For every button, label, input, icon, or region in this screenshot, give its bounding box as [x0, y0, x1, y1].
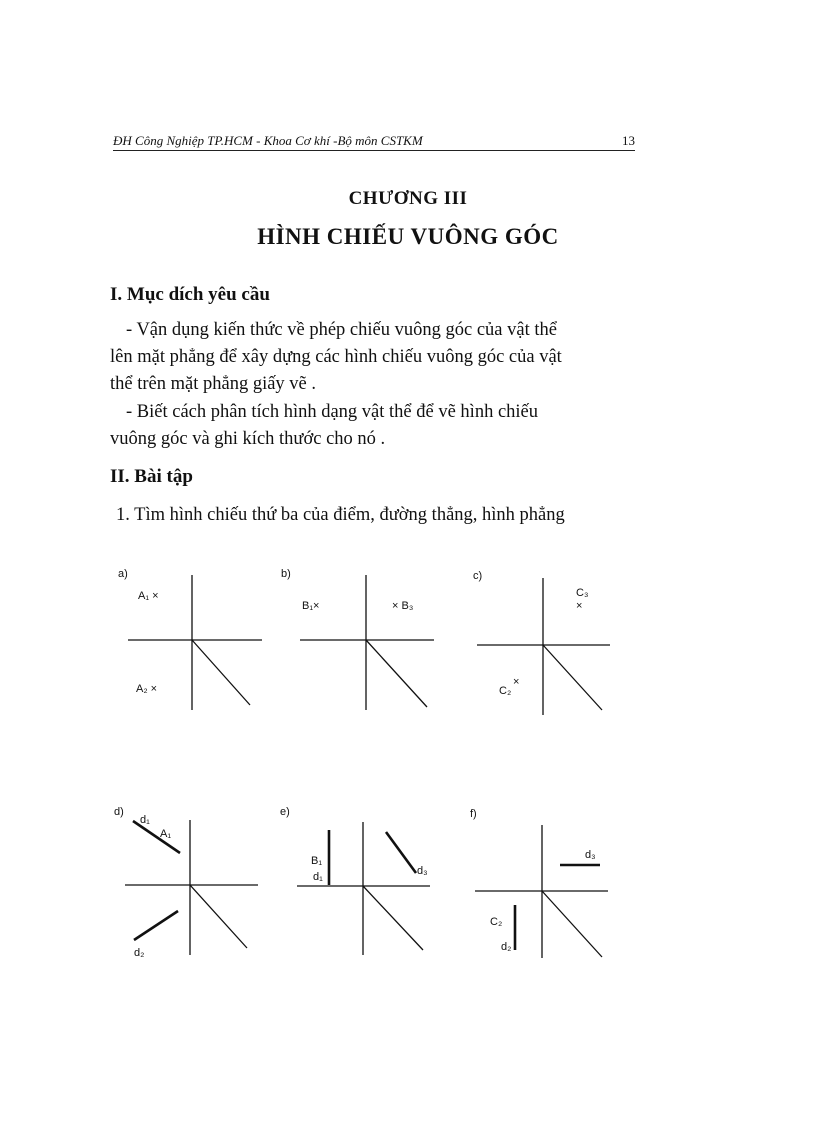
figure-d-line-d2	[134, 911, 178, 940]
figure-b-label: b)	[281, 568, 291, 580]
figure-a-point-a2: A₂ ×	[136, 683, 158, 695]
figure-f-label-c2: C₂	[490, 916, 503, 928]
exercise-text: 1. Tìm hình chiếu thứ ba của điểm, đường thẳng, hình phẳng	[116, 505, 565, 525]
figure-c-axes	[477, 578, 610, 715]
figure-b-axes	[300, 575, 434, 710]
para-line: vuông góc và ghi kích thước cho nó .	[110, 429, 386, 449]
figure-a-point-a1: A₁ ×	[138, 590, 159, 602]
section-heading-purpose: I. Mục dích yêu cầu	[110, 284, 270, 305]
page-number: 13	[622, 133, 635, 148]
para-line: thể trên mặt phẳng giấy vẽ .	[110, 374, 317, 394]
figure-e-label: e)	[280, 806, 290, 818]
figure-c-point-c2: C₂	[499, 685, 512, 697]
chapter-number: CHƯƠNG III	[348, 188, 468, 209]
figure-e-line-d3	[386, 832, 416, 873]
figure-b-point-b1: B₁×	[302, 600, 320, 612]
figure-c-point-c2-mark: ×	[513, 676, 520, 688]
figure-c-point-c3-mark: ×	[576, 600, 583, 612]
figure-f-label: f)	[470, 808, 477, 820]
figure-d-label-a1: A₁	[160, 828, 172, 840]
figure-a-label: a)	[118, 568, 128, 580]
figure-c-point-c3: C₃	[576, 587, 589, 599]
para-line: lên mặt phẳng để xây dựng các hình chiếu vuông góc của vật	[110, 347, 562, 367]
figure-d-label-d1: d₁	[140, 814, 150, 826]
section-heading-exercises: II. Bài tập	[110, 466, 193, 487]
figure-f-label-d3: d₃	[585, 849, 596, 861]
figure-e-label-b1: B₁	[311, 855, 323, 867]
figure-f-axes	[475, 825, 608, 958]
header-title: ĐH Công Nghiệp TP.HCM - Khoa Cơ khí -Bộ môn CSTKM	[113, 133, 423, 148]
figure-c-label: c)	[473, 570, 483, 582]
figure-f-label-d2: d₂	[501, 941, 512, 953]
figure-e-axes	[297, 822, 430, 955]
figure-d-label: d)	[114, 806, 124, 818]
figure-d-label-d2: d₂	[134, 947, 145, 959]
para-line: - Biết cách phân tích hình dạng vật thể để vẽ hình chiếu	[126, 402, 539, 422]
figure-e-label-d3: d₃	[417, 865, 428, 877]
para-line: - Vận dụng kiến thức về phép chiếu vuông góc của vật thể	[126, 320, 557, 340]
figure-d-axes	[125, 820, 258, 955]
figure-e-label-d1: d₁	[313, 871, 323, 883]
figure-b-point-b3: × B₃	[392, 600, 414, 612]
chapter-title: HÌNH CHIẾU VUÔNG GÓC	[257, 224, 559, 249]
